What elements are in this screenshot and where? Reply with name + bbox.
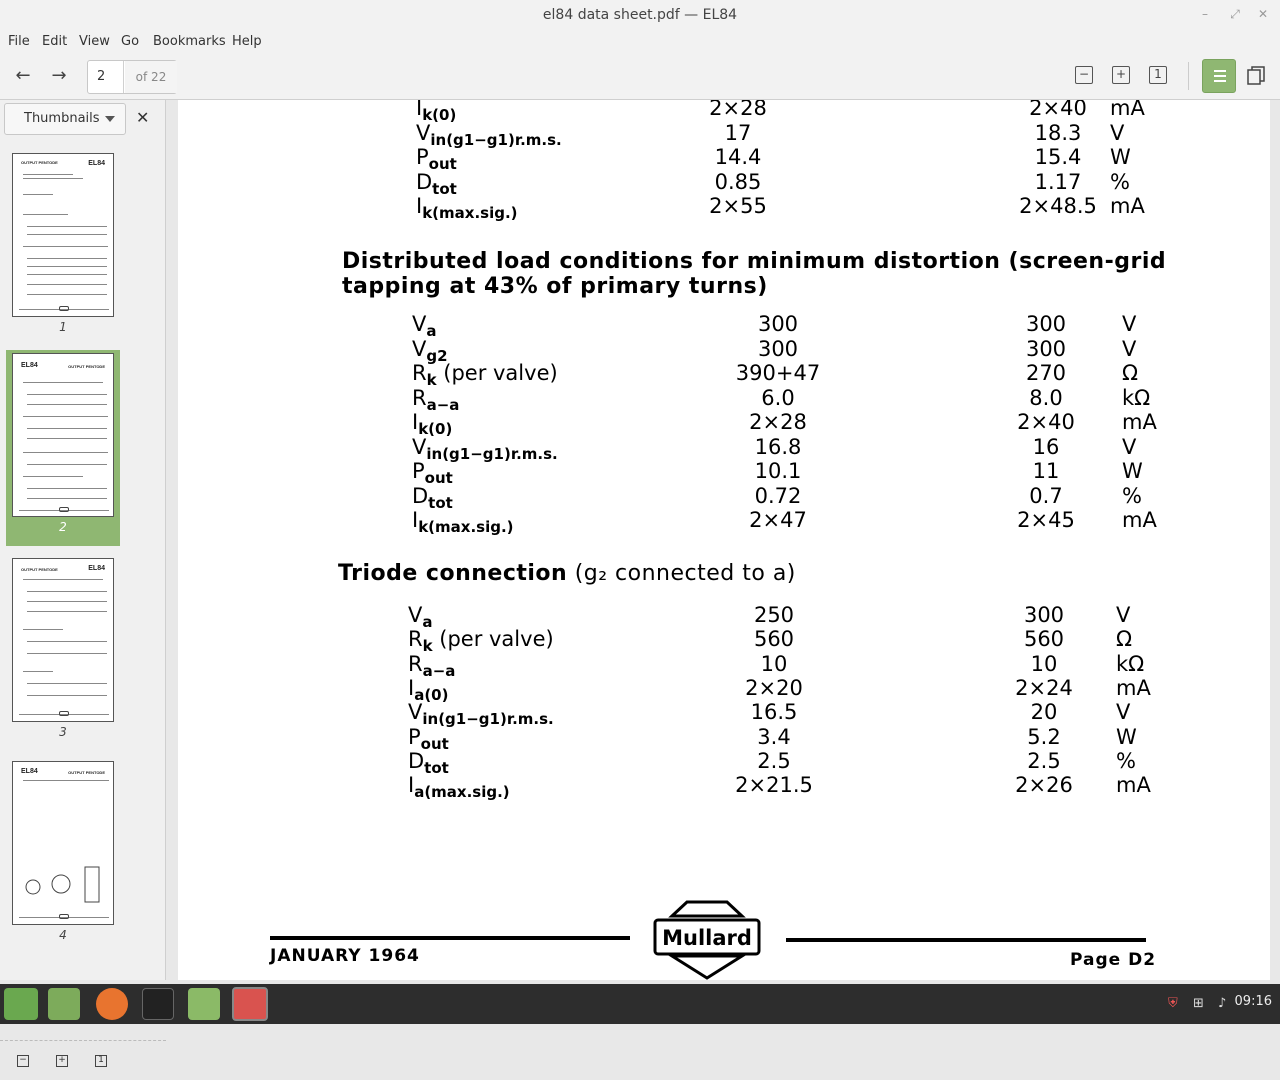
terminal-icon[interactable] [142,988,174,1020]
mullard-logo [652,898,762,980]
zoom-reset-icon[interactable]: 1 [1149,66,1167,84]
unit-cell: V [1122,336,1137,361]
thumb-zoom-in-icon[interactable]: + [56,1055,68,1067]
menu-bookmarks[interactable]: Bookmarks [153,34,226,49]
window-title-bar [0,0,1280,30]
value-cell: 2×47 [749,508,807,532]
zoom-in-icon[interactable]: + [1112,66,1130,84]
value-cell: 2.5 [757,748,791,773]
sidebar-mode-label: Thumbnails [24,111,100,126]
vertical-scrollbar[interactable] [1270,100,1280,980]
unit-cell: mA [1122,508,1157,532]
dual-page-icon[interactable] [1247,66,1265,86]
page-navigator [87,60,177,94]
unit-cell: V [1116,603,1131,627]
parameter-symbol: $P_{out}$ [408,724,449,753]
unit-cell: W [1110,145,1131,169]
value-cell: 3.4 [757,724,791,749]
sidebar [0,100,166,1065]
parameter-symbol: $D_{tot}$ [412,483,453,512]
thumbnail-image: OUTPUT PENTODE EL84 [12,558,114,722]
value-cell: 0.72 [754,483,802,508]
unit-cell: kΩ [1116,651,1145,676]
minimize-button[interactable]: – [1202,7,1208,21]
value-cell: 11 [1032,459,1060,483]
parameter-symbol: $I_{k(max.sig.)}$ [416,194,518,222]
section-heading-triode: Triode connection (g₂ connected to a) [338,561,796,586]
close-sidebar-icon[interactable]: ✕ [136,108,150,127]
value-cell: 2×40 [1017,410,1075,434]
value-cell: 2×24 [1015,675,1073,700]
value-cell: 0.85 [714,169,762,194]
unit-cell: % [1110,169,1130,194]
section-heading-distributed-2: tapping at 43% of primary turns) [342,274,768,299]
unit-cell: Ω [1122,361,1139,385]
value-cell: 6.0 [761,385,795,410]
files-icon[interactable] [188,988,220,1020]
continuous-view-button[interactable] [1202,59,1236,93]
thumbnail-image: EL84 OUTPUT PENTODE [12,761,114,925]
back-arrow-icon[interactable]: ← [15,65,31,86]
value-cell: 20 [1030,700,1058,725]
parameter-symbol: $I_{k(0)}$ [416,100,457,124]
parameter-symbol: $P_{out}$ [416,145,457,173]
sidebar-mode-select[interactable] [4,103,126,135]
firefox-icon[interactable] [96,988,128,1020]
close-window-button[interactable]: ✕ [1257,7,1269,21]
forward-arrow-icon[interactable]: → [51,65,67,86]
document-viewer-app-icon[interactable] [232,987,268,1021]
parameter-symbol: $V_a$ [408,603,433,631]
page-number-input[interactable]: 2 [88,61,124,93]
value-cell: 0.7 [1029,483,1063,508]
unit-cell: mA [1110,194,1145,218]
parameter-symbol: $I_{a(0)}$ [408,675,449,704]
thumbnail-page-2[interactable] [6,350,120,546]
value-cell: 2×28 [749,410,807,434]
unit-cell: mA [1116,675,1151,700]
value-cell: 2×20 [745,675,803,700]
footer-rule-left [270,936,630,940]
unit-cell: mA [1122,410,1157,434]
parameter-symbol: $I_{k(max.sig.)}$ [412,508,514,536]
parameter-symbol: $V_{in(g1-g1)r.m.s.}$ [416,120,562,149]
zoom-out-icon[interactable]: − [1075,66,1093,84]
unit-cell: % [1122,483,1142,508]
thumbnail-number: 4 [59,928,67,942]
value-cell: 560 [1023,627,1065,652]
thumb-zoom-out-icon[interactable]: − [17,1055,29,1067]
thumbnail-number: 1 [59,320,67,334]
unit-cell: kΩ [1122,385,1151,410]
parameter-symbol: $R_k$ (per valve) [412,361,558,389]
value-cell: 10 [760,651,788,676]
value-cell: 2×48.5 [1019,194,1097,218]
value-cell: 16.5 [750,700,798,725]
taskbar [0,984,1280,1024]
value-cell: 1.17 [1034,169,1082,194]
unit-cell: Ω [1116,627,1133,652]
menu-edit[interactable]: Edit [42,34,68,49]
unit-cell: W [1116,724,1137,749]
parameter-symbol: $R_{a-a}$ [412,385,460,414]
network-icon[interactable]: ⊞ [1193,996,1204,1011]
thumbnail-number: 3 [59,725,67,739]
menu-go[interactable]: Go [121,34,140,49]
maximize-button[interactable]: ⤢ [1230,7,1240,21]
thumbnail-image: EL84 OUTPUT PENTODE [12,353,114,517]
parameter-symbol: $D_{tot}$ [408,748,449,777]
chevron-down-icon [105,116,115,122]
value-cell: 8.0 [1029,385,1063,410]
value-cell: 2×26 [1015,773,1073,798]
value-cell: 10.1 [754,459,802,483]
thumbnail-page-3[interactable] [6,555,120,751]
sidebar-footer [0,1040,166,1080]
thumbnail-page-1[interactable] [6,150,120,346]
menu-file[interactable]: File [8,34,30,49]
value-cell: 18.3 [1034,120,1082,145]
volume-icon[interactable]: ♪ [1218,996,1227,1011]
parameter-symbol: $R_k$ (per valve) [408,627,554,656]
clock[interactable]: 09:16 [1234,994,1272,1009]
window-title: el84 data sheet.pdf — EL84 [542,7,738,23]
value-cell: 17 [724,120,752,145]
menu-view[interactable]: View [79,34,110,49]
page-count-label: of 22 [125,61,177,93]
parameter-symbol: $P_{out}$ [412,459,453,487]
unit-cell: mA [1116,773,1151,798]
mint-menu-icon[interactable] [4,988,38,1020]
unit-cell: V [1116,700,1131,725]
value-cell: 2×40 [1029,100,1087,120]
unit-cell: mA [1110,100,1145,120]
parameter-symbol: $D_{tot}$ [416,169,457,198]
toolbar-divider [1188,62,1189,90]
value-cell: 560 [753,627,795,652]
footer-rule-right [786,938,1146,942]
parameter-symbol: $V_{in(g1-g1)r.m.s.}$ [408,700,554,729]
value-cell: 300 [757,312,799,336]
value-cell: 16 [1032,434,1060,459]
thumbnail-number: 2 [59,520,67,534]
show-desktop-icon[interactable] [48,988,80,1020]
value-cell: 390+47 [735,361,821,385]
value-cell: 300 [1025,312,1067,336]
value-cell: 250 [753,603,795,627]
parameter-symbol: $I_{k(0)}$ [412,410,453,438]
unit-cell: % [1116,748,1136,773]
menu-bar [0,30,1280,54]
value-cell: 16.8 [754,434,802,459]
logo-text: Mullard [662,926,752,950]
value-cell: 2×28 [709,100,767,120]
unit-cell: W [1122,459,1143,483]
parameter-symbol: $R_{a-a}$ [408,651,456,680]
value-cell: 15.4 [1034,145,1082,169]
unit-cell: V [1122,312,1137,336]
thumb-zoom-reset-icon[interactable]: 1 [95,1055,107,1067]
value-cell: 2×45 [1017,508,1075,532]
footer-page: Page D2 [1070,950,1157,970]
parameter-symbol: $V_{g2}$ [412,336,448,365]
value-cell: 2×21.5 [735,773,813,798]
value-cell: 2.5 [1027,748,1061,773]
unit-cell: V [1110,120,1125,145]
section-heading-distributed: Distributed load conditions for minimum distortion (screen-grid [342,249,1167,274]
thumbnail-image: OUTPUT PENTODE EL84 [12,153,114,317]
value-cell: 10 [1030,651,1058,676]
parameter-symbol: $V_a$ [412,312,437,340]
document-viewer[interactable] [178,100,1270,980]
footer-date: JANUARY 1964 [270,946,420,966]
value-cell: 300 [757,336,799,361]
value-cell: 2×55 [709,194,767,218]
value-cell: 300 [1025,336,1067,361]
value-cell: 300 [1023,603,1065,627]
shield-icon[interactable]: ⛨ [1168,996,1178,1011]
parameter-symbol: $I_{a(max.sig.)}$ [408,773,510,802]
thumbnail-page-4[interactable] [6,758,120,954]
value-cell: 270 [1025,361,1067,385]
unit-cell: V [1122,434,1137,459]
parameter-symbol: $V_{in(g1-g1)r.m.s.}$ [412,434,558,463]
value-cell: 5.2 [1027,724,1061,749]
value-cell: 14.4 [714,145,762,169]
menu-help[interactable]: Help [232,34,262,49]
